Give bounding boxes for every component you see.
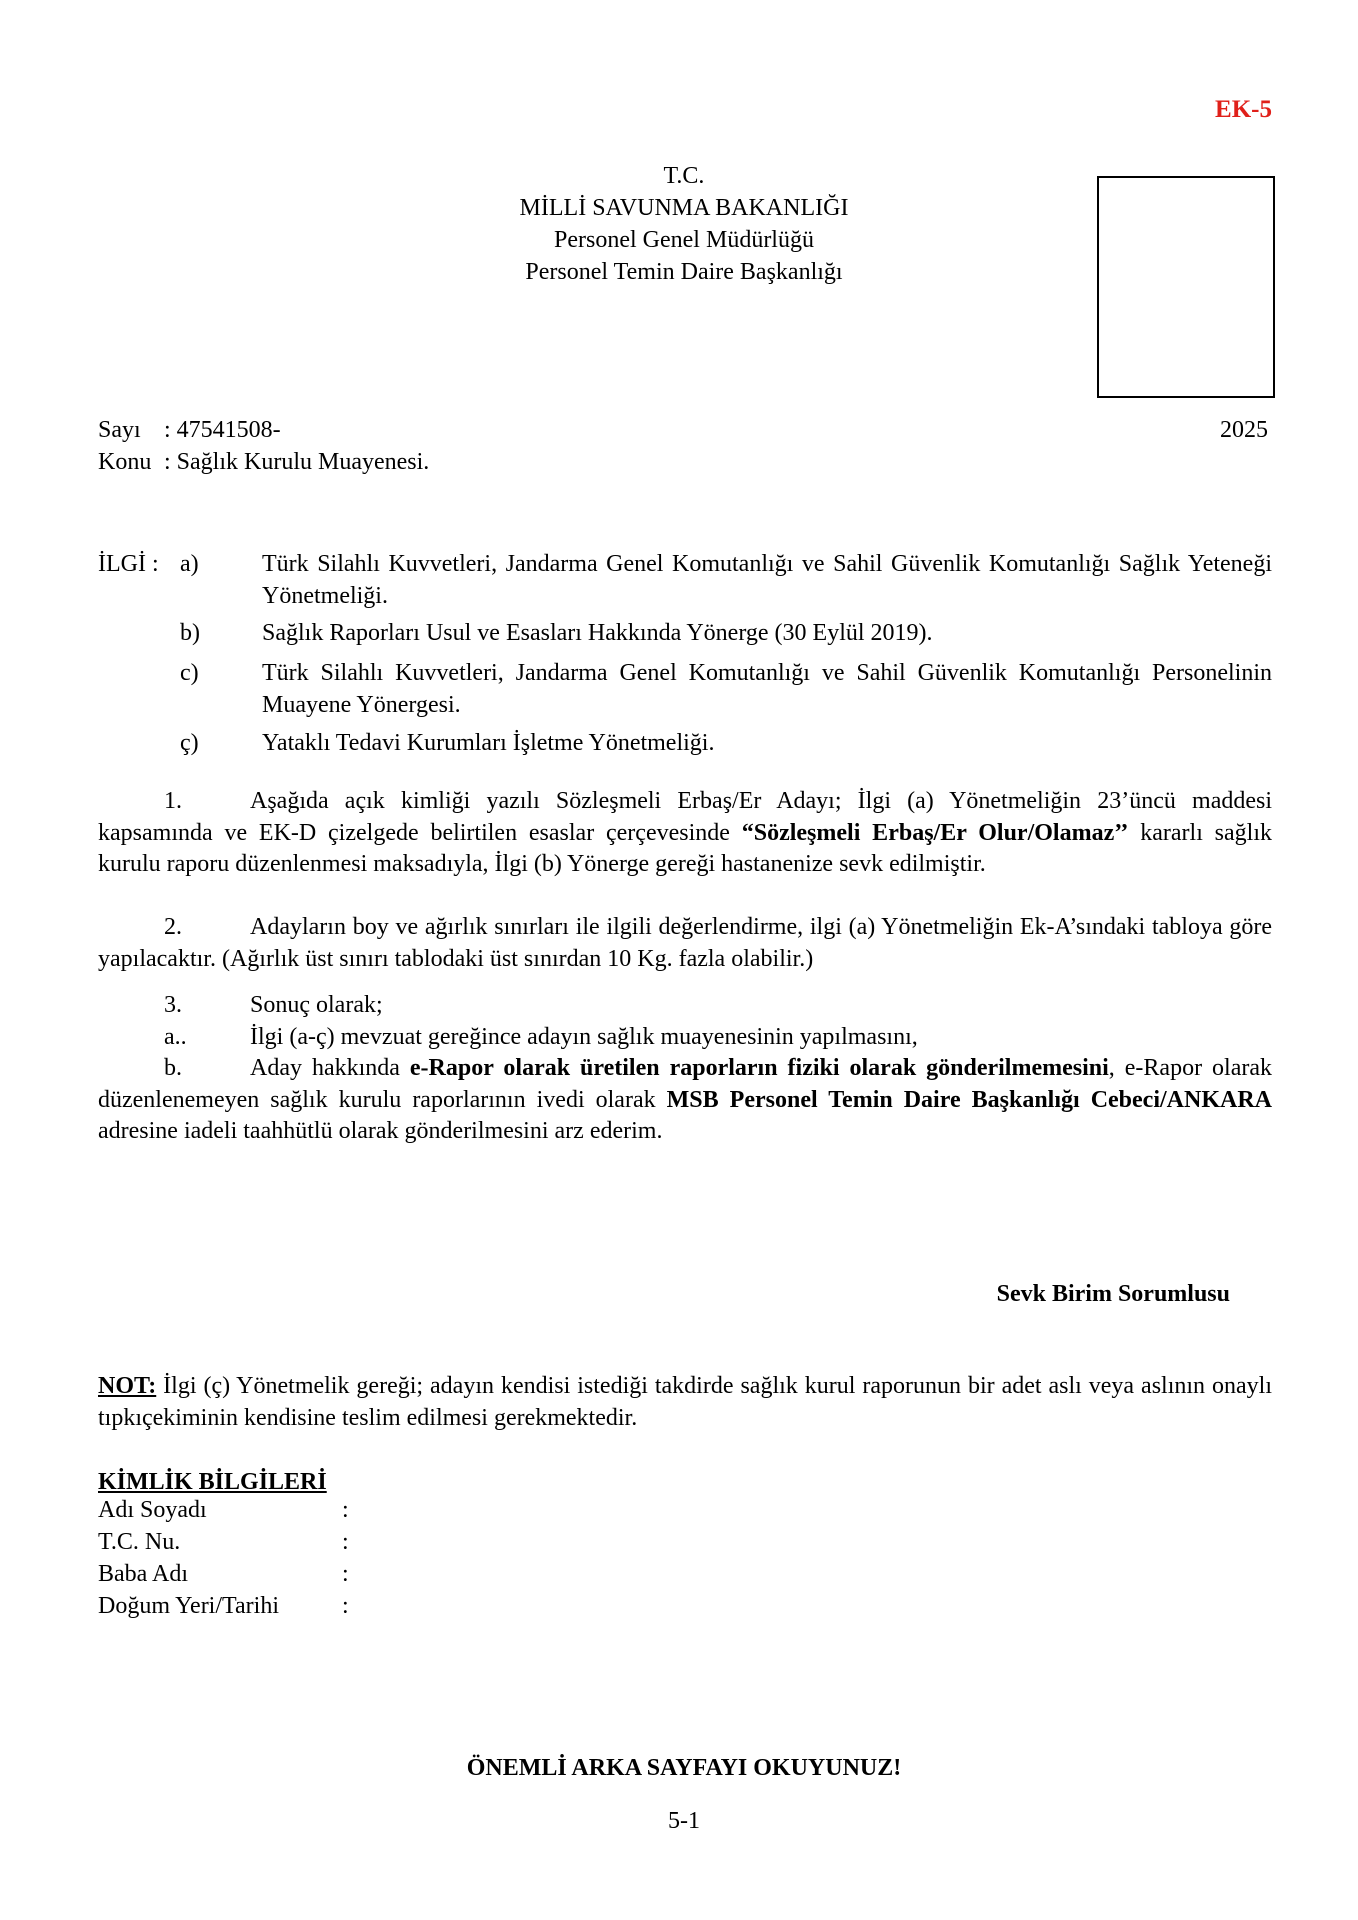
paragraph-3b: [98, 1053, 1272, 1148]
paragraph-2: [98, 912, 1272, 975]
letterhead-line: T.C.: [663, 163, 705, 189]
konu-label: Konu: [98, 449, 152, 475]
note-label: NOT:: [98, 1373, 157, 1399]
field-label: Doğum Yeri/Tarihi: [98, 1593, 279, 1619]
paragraph-bold-text: MSB Personel Temin Daire Başkanlığı Cebeci/ANKARA: [666, 1086, 1272, 1113]
identity-field: [98, 1494, 349, 1526]
paragraph-number: 1.: [164, 788, 182, 814]
konu-line: [98, 446, 429, 478]
letterhead: [384, 160, 984, 288]
ilgi-item: [98, 658, 1272, 721]
sayi-value: : 47541508-: [164, 417, 281, 443]
paragraph-number: 2.: [164, 914, 182, 940]
ilgi-marker: a): [180, 551, 199, 577]
letterhead-line: MİLLİ SAVUNMA BAKANLIĞI: [519, 195, 849, 221]
ilgi-marker: c): [180, 660, 199, 686]
paragraph-number: a..: [164, 1024, 187, 1050]
field-label: T.C. Nu.: [98, 1529, 181, 1555]
paragraph-bold-text: e-Rapor olarak üretilen raporların fiziki olarak gönderilmemesini: [409, 1055, 1109, 1081]
paragraph-text: Sonuç olarak;: [250, 992, 383, 1018]
ilgi-text: Yataklı Tedavi Kurumları İşletme Yönetmeliği.: [262, 730, 715, 756]
ilgi-text: Türk Silahlı Kuvvetleri, Jandarma Genel Komutanlığı ve Sahil Güvenlik Komutanlığı Sağlık Yeteneği Yönetmeliği.: [262, 551, 1272, 609]
signature-title: Sevk Birim Sorumlusu: [996, 1281, 1230, 1307]
paragraph-text: Aşağıda açık kimliği yazılı Sözleşmeli Erbaş/Er Adayı; İlgi (a) Yönetmeliğin 23’üncü maddesi kapsamında ve EK-D çizelgede belirtilen esaslar çerçevesinde: [98, 788, 1272, 846]
paragraph-text: Aday hakkında: [250, 1055, 410, 1081]
paragraph-text: , e-Rapor olarak düzenlenemeyen sağlık kurulu raporlarının ivedi olarak: [98, 1055, 1272, 1113]
note: [98, 1371, 1272, 1434]
ilgi-item: [98, 549, 1272, 612]
field-value: :: [342, 1561, 349, 1587]
letterhead-line: Personel Temin Daire Başkanlığı: [525, 259, 843, 285]
paragraph-text: adresine iadeli taahhütlü olarak gönderilmesini arz ederim.: [98, 1118, 663, 1144]
paragraph-1: [98, 786, 1272, 881]
note-text: İlgi (ç) Yönetmelik gereği; adayın kendisi istediği takdirde sağlık kurul raporunun bir adet aslı veya aslının onaylı tıpkıçekiminin kendisine teslim edilmesi gerekmektedir.: [98, 1373, 1272, 1431]
ilgi-marker: ç): [180, 730, 199, 756]
ilgi-marker: b): [180, 620, 200, 646]
paragraph-3: [98, 990, 1272, 1022]
identity-field: [98, 1526, 349, 1558]
paragraph-number: 3.: [164, 992, 182, 1018]
paragraph-text: Adayların boy ve ağırlık sınırları ile ilgili değerlendirme, ilgi (a) Yönetmeliğin Ek-A’sındaki tabloya göre yapılacaktır. (Ağırlık üst sınırı tablodaki üst sınırdan 10 Kg. fazla olabilir.): [98, 914, 1272, 972]
ilgi-text: Sağlık Raporları Usul ve Esasları Hakkında Yönerge (30 Eylül 2019).: [262, 620, 933, 646]
paragraph-number: b.: [164, 1055, 182, 1081]
ilgi-text: Türk Silahlı Kuvvetleri, Jandarma Genel Komutanlığı ve Sahil Güvenlik Komutanlığı Personelinin Muayene Yönergesi.: [262, 660, 1272, 718]
paragraph-bold-text: “Sözleşmeli Erbaş/Er Olur/Olamaz’’: [741, 819, 1129, 846]
identity-field: [98, 1590, 349, 1622]
konu-value: : Sağlık Kurulu Muayenesi.: [164, 449, 430, 475]
letterhead-line: Personel Genel Müdürlüğü: [554, 227, 814, 253]
field-value: :: [342, 1593, 349, 1619]
sayi-label: Sayı: [98, 417, 141, 443]
identity-title: KİMLİK BİLGİLERİ: [98, 1469, 327, 1495]
ilgi-item: [98, 618, 1272, 650]
paragraph-3a: [98, 1022, 1272, 1054]
paragraph-text: kararlı sağlık kurulu raporu düzenlenmesi maksadıyla, İlgi (b) Yönerge gereği hastanenize sevk edilmiştir.: [98, 819, 1273, 877]
paragraph-text: İlgi (a-ç) mevzuat gereğince adayın sağlık muayenesinin yapılmasını,: [250, 1024, 918, 1050]
field-label: Baba Adı: [98, 1561, 188, 1587]
warning: ÖNEMLİ ARKA SAYFAYI OKUYUNUZ!: [466, 1755, 902, 1781]
annex-label: EK-5: [1215, 96, 1272, 123]
sayi-line: [98, 414, 281, 446]
identity-field: [98, 1558, 349, 1590]
year: 2025: [1220, 417, 1268, 443]
photo-box: [1097, 176, 1275, 398]
field-value: :: [342, 1497, 349, 1523]
field-label: Adı Soyadı: [98, 1497, 207, 1523]
ilgi-label: İLGİ :: [98, 551, 159, 577]
page-number: 5-1: [668, 1808, 700, 1834]
field-value: :: [342, 1529, 349, 1555]
ilgi-item: [98, 728, 1272, 760]
